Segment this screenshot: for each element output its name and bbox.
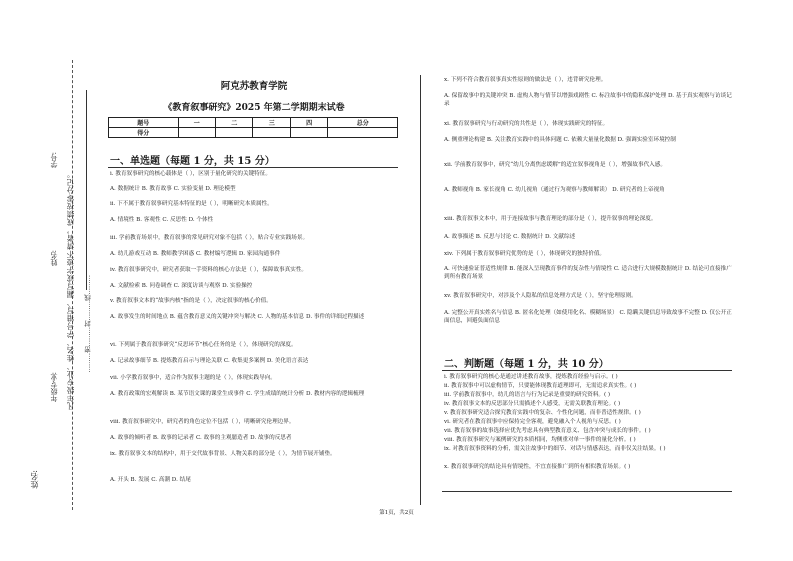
binding-strip [0,0,100,561]
question-9: ix. 教育叙事文本的结构中，用于交代故事背景、人物关系的部分是（ ），为情节展开铺垫。 [110,451,336,457]
major-label: 年级专业: [50,372,58,403]
question-13: xiii. 教育叙事文本中，用于连接故事与教育理论的部分是（ ），提升叙事的理论深度。 [444,216,657,222]
judge-item-4: iv. 教育叙事文本的反思部分只需描述个人感受，无需关联教育理论。( ) [444,401,621,407]
judge-item-5: v. 教育叙事研究适合探究教育实践中的复杂、个性化问题，而非普适性规律。( ) [444,410,641,416]
section1-title: 一、单选题（每题 1 分，共 15 分） [110,156,275,167]
judge-item-9: ix. 对教育叙事资料的分析，需关注故事中的细节、对话与情感表达，而非仅关注结果。( ) [444,446,666,452]
page-footer: 第1页，共2页 [379,510,414,516]
score-table [108,117,398,138]
options-14: A. 可快速验证普适性规律 B. 能深入呈现教育事件的复杂性与情境性 C. 适合进行大规模数据统计 D. 结论可直接推广到所有教育场景 [444,266,732,280]
score-cell[interactable] [290,128,327,138]
question-15: xv. 教育叙事研究中，对涉及个人隐私的信息处理方式是（ ），坚守伦理原则。 [444,293,637,299]
options-11: A. 侧重理论构建 B. 关注教育实践中的具体问题 C. 依赖大量量化数据 D. 强调实验室环境控制 [444,137,676,143]
seal-line-text: ………密………封………线……… [84,275,92,373]
question-6: vi. 下列属于教育叙事研究“反思环节”核心任务的是（ ），体现研究的深度。 [110,342,297,348]
question-3: iii. 学前教育场景中，教育叙事的常见研究对象不包括（ ），贴合专业实践场景。 [110,235,309,241]
question-14: xiv. 下列属于教育叙事研究优势的是（ ），体现研究的独特价值。 [444,251,606,257]
school-name: 阿克苏教育学院 [220,81,288,92]
score-cell[interactable] [328,128,398,138]
options-15: A. 完整公开真实姓名与信息 B. 匿名化处理（如使用化名、模糊场景） C. 隐瞒关键信息导致故事不完整 D. 仅公开正面信息，回避负面信息 [444,310,732,324]
options-2: A. 情境性 B. 客观性 C. 反思性 D. 个体性 [110,217,214,223]
options-1: A. 数据统计 B. 教育故事 C. 实验变量 D. 理论模型 [110,186,236,192]
binding-notice: 凡年级专业、姓名、学号错写、漏写或字迹不清者，成绩按零分记。 [66,170,75,410]
question-1: i. 教育叙事研究的核心载体是（ ），区别于量化研究的关键特征。 [110,171,271,177]
exam-title: 《教育叙事研究》2025 年第二学期期末试卷 [163,103,345,113]
student-id-label: 学号: [50,152,58,169]
name-label-bottom: 姓名: [30,470,39,489]
options-12: A. 教师视角 B. 家长视角 C. 幼儿视角（通过行为观察与教师解读） D. 研究者的上帝视角 [444,187,665,193]
column-divider [420,75,421,505]
question-4: iv. 教育叙事研究中，研究者获取一手资料的核心方法是（ ），保障故事真实性。 [110,267,308,273]
judge-item-7: vii. 教育叙事的故事选择应优先考虑具有典型教育意义、包含冲突与成长的事件。( ) [444,428,651,434]
judge-item-10: x. 教育叙事研究的结论具有情境性，不宜直接推广到所有相似教育场景。( ) [444,464,631,470]
score-cell[interactable] [178,128,215,138]
section2-rule [442,370,732,371]
question-10: x. 下列不符合教育叙事真实性原则的做法是（ ），违背研究伦理。 [444,77,607,83]
score-header: 总分 [328,118,398,128]
judge-item-6: vi. 研究者在教育叙事中应保持完全客观，避免融入个人视角与反思。( ) [444,419,621,425]
score-row-label: 得分 [109,128,179,138]
section2-title: 二、判断题（每题 1 分，共 10 分） [444,359,609,370]
options-10: A. 保留故事中的关键冲突 B. 虚构人物与情节以增强戏剧性 C. 标注故事中的隐私保护处理 D. 基于真实观察与访谈记录 [444,93,732,107]
options-9: A. 开头 B. 发展 C. 高潮 D. 结尾 [110,477,191,483]
options-4: A. 文献检索 B. 问卷调查 C. 深度访谈与观察 D. 实验操控 [110,283,253,289]
score-header: 二 [216,118,253,128]
judge-item-3: iii. 学前教育叙事中，幼儿的语言与行为记录是重要的研究资料。( ) [444,392,611,398]
options-5: A. 故事发生的时间地点 B. 蕴含教育意义的关键冲突与解决 C. 人物的基本信息 D. 事件的详细过程描述 [110,314,365,320]
question-2: ii. 下不属于教育叙事研究基本特征的是（ ），明晰研究本质属性。 [110,201,273,207]
score-header: 一 [178,118,215,128]
score-cell[interactable] [253,128,290,138]
question-12: xii. 学前教育叙事中，研究“幼儿分离焦虑缓解”的适宜叙事视角是（ ），增强故事代入感。 [444,162,666,168]
score-header: 题号 [109,118,179,128]
section1-rule [108,167,398,168]
options-8: A. 故事的倾听者 B. 故事的记录者 C. 故事的主观臆造者 D. 故事的反思者 [110,435,292,441]
question-7: vii. 小学教育叙事中，适合作为叙事主题的是（ ），体现实践导向。 [110,375,276,381]
question-5: v. 教育叙事文本的“故事内核”指的是（ ），决定叙事的核心价值。 [110,298,272,304]
binding-rule [86,90,87,290]
options-6: A. 记录故事细节 B. 提炼教育启示与理论关联 C. 收集更多案例 D. 美化语言表达 [110,358,309,364]
options-13: A. 故事描述 B. 反思与讨论 C. 数据统计 D. 文献综述 [444,234,576,240]
question-11: xi. 教育叙事研究与行动研究的共性是（ ），体现实践研究的特征。 [444,121,609,127]
score-header: 四 [290,118,327,128]
name-label: 姓名: [50,250,58,267]
judge-item-8: viii. 教育叙事研究与案例研究的本质相同，均侧重对单一事件的量化分析。( ) [444,437,636,443]
judge-item-2: ii. 教育叙事中可以虚构情节，只要能体现教育道理即可，无需追求真实性。( ) [444,383,637,389]
score-cell[interactable] [216,128,253,138]
section2-bottom-rule [442,491,732,492]
question-8: viii. 教育叙事研究中，研究者的角色定位不包括（ ），明晰研究伦理边界。 [110,419,295,425]
score-header: 三 [253,118,290,128]
judge-item-1: i. 教育叙事研究的核心是通过讲述教育故事，提炼教育经验与启示。( ) [444,374,618,380]
options-3: A. 幼儿游戏互动 B. 教师教学困惑 C. 教材编写逻辑 D. 家园沟通事件 [110,251,281,257]
options-7: A. 教育政策的宏观解读 B. 某节语文课的课堂生成事件 C. 学生成绩的统计分析 D. 教材内容的逻辑梳理 [110,391,365,397]
